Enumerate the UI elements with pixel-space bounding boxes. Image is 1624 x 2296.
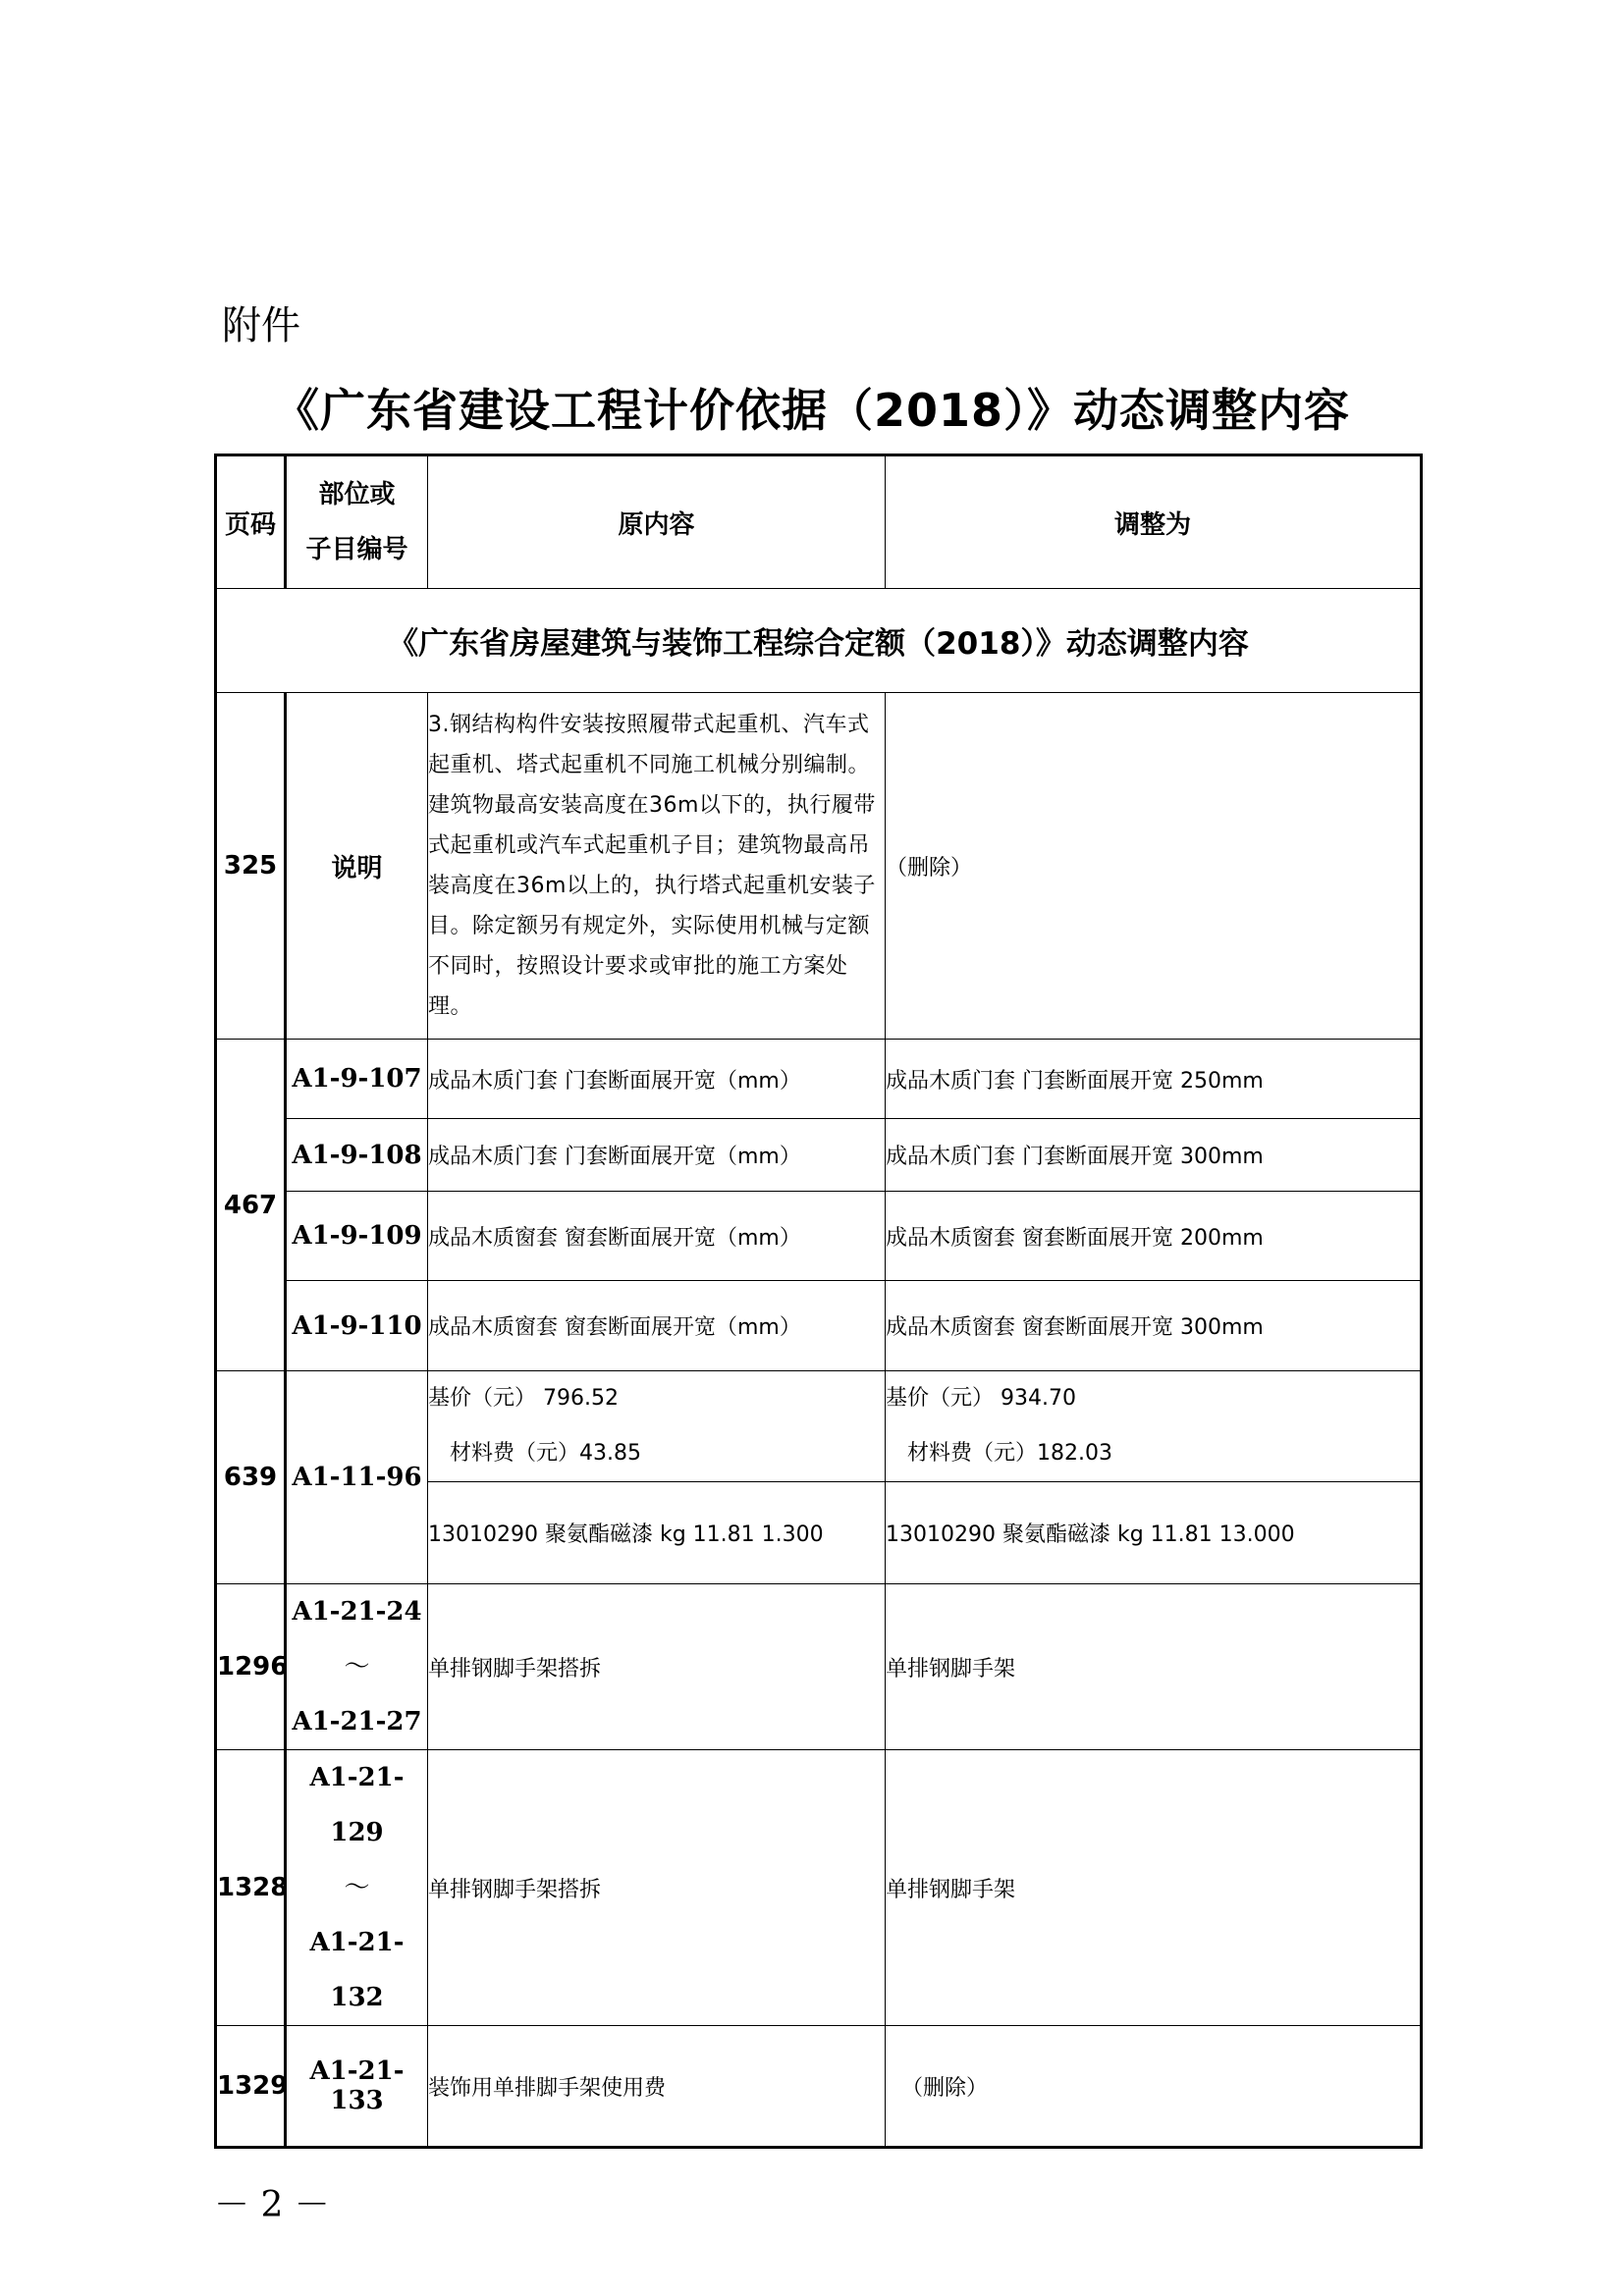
original-content-cell: 成品木质门套 门套断面展开宽（mm） [428,1040,886,1119]
code-cell: A1-21-133 [286,2026,428,2148]
original-content-cell: 成品木质门套 门套断面展开宽（mm） [428,1119,886,1192]
header-adjusted: 调整为 [886,455,1422,589]
adjusted-content-cell: 成品木质窗套 窗套断面展开宽 200mm [886,1192,1422,1281]
adjusted-content-cell: 成品木质门套 门套断面展开宽 250mm [886,1040,1422,1119]
page-number-cell: 1296 [216,1584,286,1750]
code-range-cell [286,1584,428,1750]
original-content-cell: 成品木质窗套 窗套断面展开宽（mm） [428,1281,886,1371]
table-header-row [216,455,1422,589]
original-base-price: 基价（元） 796.52 [428,1386,619,1411]
code-cell: A1-9-110 [286,1281,428,1371]
table-row [216,1192,1422,1281]
code-from: A1-21-129 [309,1763,405,1847]
code-cell: A1-9-108 [286,1119,428,1192]
code-to: A1-21-27 [292,1707,422,1736]
header-original: 原内容 [428,455,886,589]
adjusted-content-cell: 成品木质窗套 窗套断面展开宽 300mm [886,1281,1422,1371]
adjusted-material-fee: 材料费（元）182.03 [907,1441,1112,1466]
code-from: A1-21-24 [292,1597,422,1627]
page-footer: － 2 － [214,2185,330,2225]
page-number-cell: 1329 [216,2026,286,2148]
table-row [216,1281,1422,1371]
page-number-cell: 1328 [216,1750,286,2026]
original-content-cell: 单排钢脚手架搭拆 [428,1750,886,2026]
header-part-line1: 部位或 [318,480,396,509]
page-number-cell: 325 [216,693,286,1040]
code-range-cell [286,1750,428,2026]
page-number-cell: 639 [216,1371,286,1584]
table-row [216,1371,1422,1482]
adjusted-content-cell: （删除） [886,693,1422,1040]
table-row [216,1040,1422,1119]
original-content-cell: 装饰用单排脚手架使用费 [428,2026,886,2148]
original-content-cell [428,693,886,1040]
table-row [216,1750,1422,2026]
tilde-separator: ～ [344,1873,370,1902]
table-row [216,693,1422,1040]
document-title: 《广东省建设工程计价依据（2018）》动态调整内容 [273,384,1351,437]
original-paragraph: 3.钢结构构件安装按照履带式起重机、汽车式起重机、塔式起重机不同施工机械分别编制。建筑物最高安装高度在36m以下的，执行履带式起重机或汽车式起重机子目；建筑物最高吊装高度在36m以上的，执行塔式起重机安装子目。除定额另有规定外，实际使用机械与定额不同时，按照设计要求或审批的施工方案处理。 [428,713,876,1019]
adjusted-content-cell: 单排钢脚手架 [886,1750,1422,2026]
attachment-label: 附件 [222,303,300,348]
code-cell: A1-9-107 [286,1040,428,1119]
header-part-line2: 子目编号 [305,535,408,564]
header-part [286,455,428,589]
section-title: 《广东省房屋建筑与装饰工程综合定额（2018）》动态调整内容 [216,589,1422,693]
code-cell: A1-11-96 [286,1371,428,1584]
adjusted-base-price: 基价（元） 934.70 [886,1386,1076,1411]
original-content-cell: 成品木质窗套 窗套断面展开宽（mm） [428,1192,886,1281]
part-cell: 说明 [286,693,428,1040]
table-row [216,1119,1422,1192]
section-title-row [216,589,1422,693]
original-content-cell: 13010290 聚氨酯磁漆 kg 11.81 1.300 [428,1482,886,1584]
adjusted-content-cell: （删除） [886,2026,1422,2148]
original-content-cell: 单排钢脚手架搭拆 [428,1584,886,1750]
page-number-cell: 467 [216,1040,286,1371]
original-content-cell [428,1371,886,1482]
code-cell: A1-9-109 [286,1192,428,1281]
code-to: A1-21-132 [309,1928,405,2012]
table-row [216,1584,1422,1750]
adjusted-content-cell: 13010290 聚氨酯磁漆 kg 11.81 13.000 [886,1482,1422,1584]
adjusted-content-cell: 成品木质门套 门套断面展开宽 300mm [886,1119,1422,1192]
table-row [216,2026,1422,2148]
adjustment-table [214,454,1423,2149]
header-page: 页码 [216,455,286,589]
adjusted-content-cell [886,1371,1422,1482]
adjusted-content-cell: 单排钢脚手架 [886,1584,1422,1750]
tilde-separator: ～ [344,1652,370,1682]
original-material-fee: 材料费（元）43.85 [450,1441,641,1466]
